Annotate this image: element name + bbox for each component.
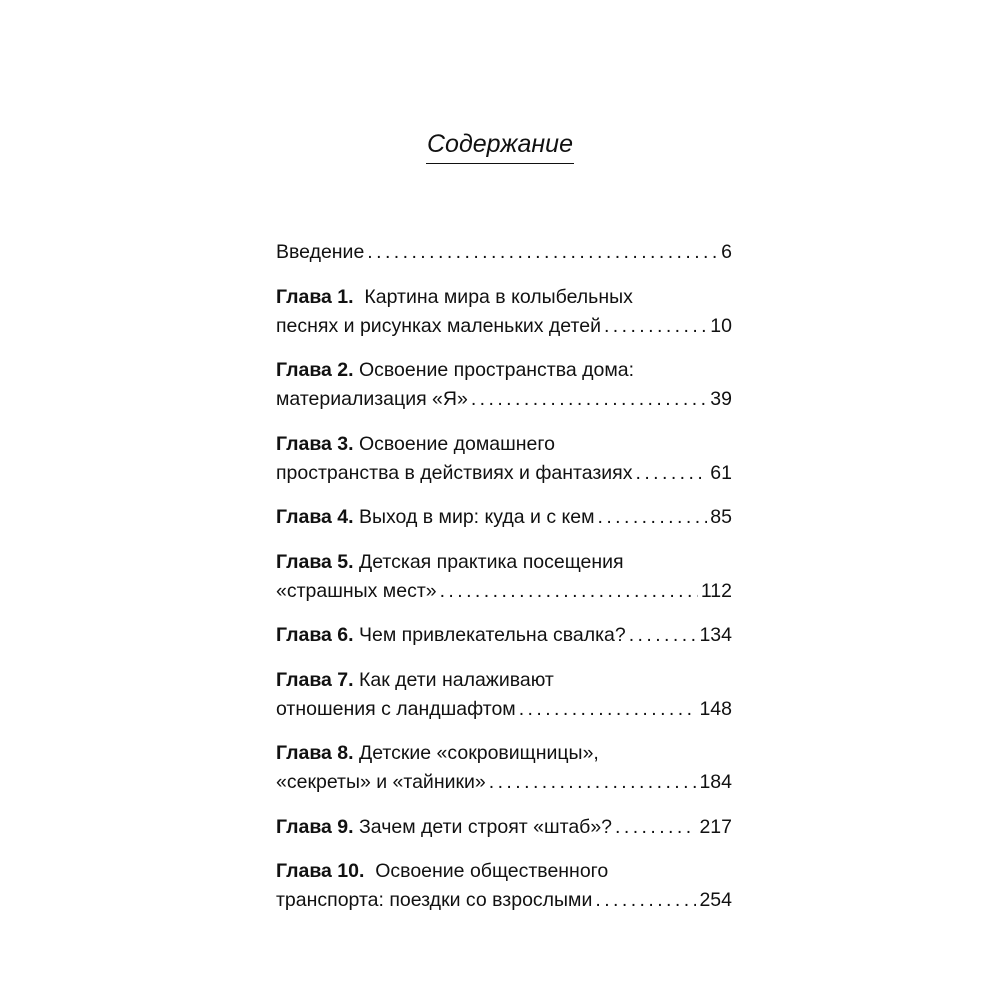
toc-entry-text: материализация «Я»: [276, 388, 468, 410]
toc-line: [276, 459, 732, 488]
toc-entry-chapter-4[interactable]: [276, 503, 732, 532]
toc-entry-chapter-10[interactable]: [276, 857, 732, 915]
dot-leader: [615, 813, 696, 842]
toc-line: [276, 548, 732, 577]
toc-title: Содержание: [426, 128, 574, 164]
toc-line: [276, 503, 732, 532]
chapter-number: Глава 3.: [276, 432, 354, 455]
toc-entry-text: Чем привлекательна свалка?: [359, 624, 626, 646]
toc-line: [276, 385, 732, 414]
toc-entry-chapter-7[interactable]: [276, 666, 732, 724]
chapter-number: Глава 10.: [276, 860, 365, 882]
toc-entry-chapter-8[interactable]: [276, 739, 732, 797]
toc-entry-introduction[interactable]: [276, 238, 732, 267]
dot-leader: [604, 312, 707, 341]
toc-entry-text: Картина мира в колыбельных: [364, 285, 633, 308]
toc-entry-text: Зачем дети строят «штаб»?: [359, 815, 613, 838]
toc-page-number: 148: [699, 697, 732, 720]
toc-entry-text: Освоение общественного: [375, 860, 609, 882]
toc-entry-text: отношения с ландшафтом: [276, 697, 516, 720]
toc-entry-text: «страшных мест»: [276, 579, 437, 602]
toc-page-number: 112: [700, 579, 732, 602]
dot-leader: [519, 695, 697, 724]
toc-page-number: 61: [710, 461, 732, 484]
toc-page-number: 254: [699, 889, 732, 911]
toc-entry-text: песнях и рисунках маленьких детей: [276, 314, 601, 337]
chapter-number: Глава 7.: [276, 668, 354, 691]
toc-entry-text: Детская практика посещения: [359, 550, 624, 573]
dot-leader: [489, 768, 697, 797]
dot-leader: [367, 238, 718, 267]
toc-line: [276, 283, 732, 312]
dot-leader: [471, 385, 707, 414]
toc-entry-chapter-3[interactable]: [276, 430, 732, 488]
dot-leader: [629, 621, 697, 650]
toc-line: [276, 857, 732, 886]
chapter-number: Глава 8.: [276, 742, 354, 764]
dot-leader: [595, 886, 696, 915]
toc-entry-text: Освоение домашнего: [359, 432, 555, 455]
toc-entry-chapter-5[interactable]: [276, 548, 732, 606]
table-of-contents: [276, 238, 732, 931]
toc-page-number: 134: [699, 624, 732, 646]
chapter-number: Глава 6.: [276, 624, 354, 646]
toc-entry-text: Выход в мир: куда и с кем: [359, 506, 595, 528]
toc-page-number: 85: [710, 506, 732, 528]
toc-line: [276, 813, 732, 842]
toc-page-number: 10: [710, 314, 732, 337]
toc-line: [276, 430, 732, 459]
toc-line: [276, 312, 732, 341]
dot-leader: [440, 577, 698, 606]
chapter-number: Глава 2.: [276, 359, 354, 381]
chapter-number: Глава 4.: [276, 506, 354, 528]
toc-line: [276, 739, 732, 768]
toc-entry-text: Детские «сокровищницы»,: [359, 742, 599, 764]
toc-page-number: 39: [710, 388, 732, 410]
toc-line: [276, 621, 732, 650]
toc-entry-text: Введение: [276, 241, 365, 263]
dot-leader: [598, 503, 708, 532]
toc-line: [276, 886, 732, 915]
toc-entry-text: Как дети налаживают: [359, 668, 554, 691]
toc-entry-chapter-2[interactable]: [276, 356, 732, 414]
toc-entry-text: пространства в действиях и фантазиях: [276, 461, 633, 484]
chapter-number: Глава 9.: [276, 815, 354, 838]
toc-line: [276, 356, 732, 385]
chapter-number: Глава 5.: [276, 550, 354, 573]
toc-page-number: 184: [699, 771, 732, 793]
toc-entry-text: транспорта: поездки со взрослыми: [276, 889, 593, 911]
toc-line: [276, 666, 732, 695]
toc-entry-chapter-9[interactable]: [276, 813, 732, 842]
toc-entry-chapter-1[interactable]: [276, 283, 732, 341]
toc-entry-text: «секреты» и «тайники»: [276, 771, 486, 793]
toc-line: [276, 238, 732, 267]
toc-page-number: 217: [699, 815, 732, 838]
toc-line: [276, 768, 732, 797]
toc-line: [276, 695, 732, 724]
toc-entry-text: Освоение пространства дома:: [359, 359, 635, 381]
toc-title-wrapper: [0, 128, 1000, 164]
dot-leader: [635, 459, 707, 488]
toc-line: [276, 577, 732, 606]
toc-entry-chapter-6[interactable]: [276, 621, 732, 650]
toc-page-number: 6: [721, 241, 732, 263]
chapter-number: Глава 1.: [276, 285, 354, 308]
